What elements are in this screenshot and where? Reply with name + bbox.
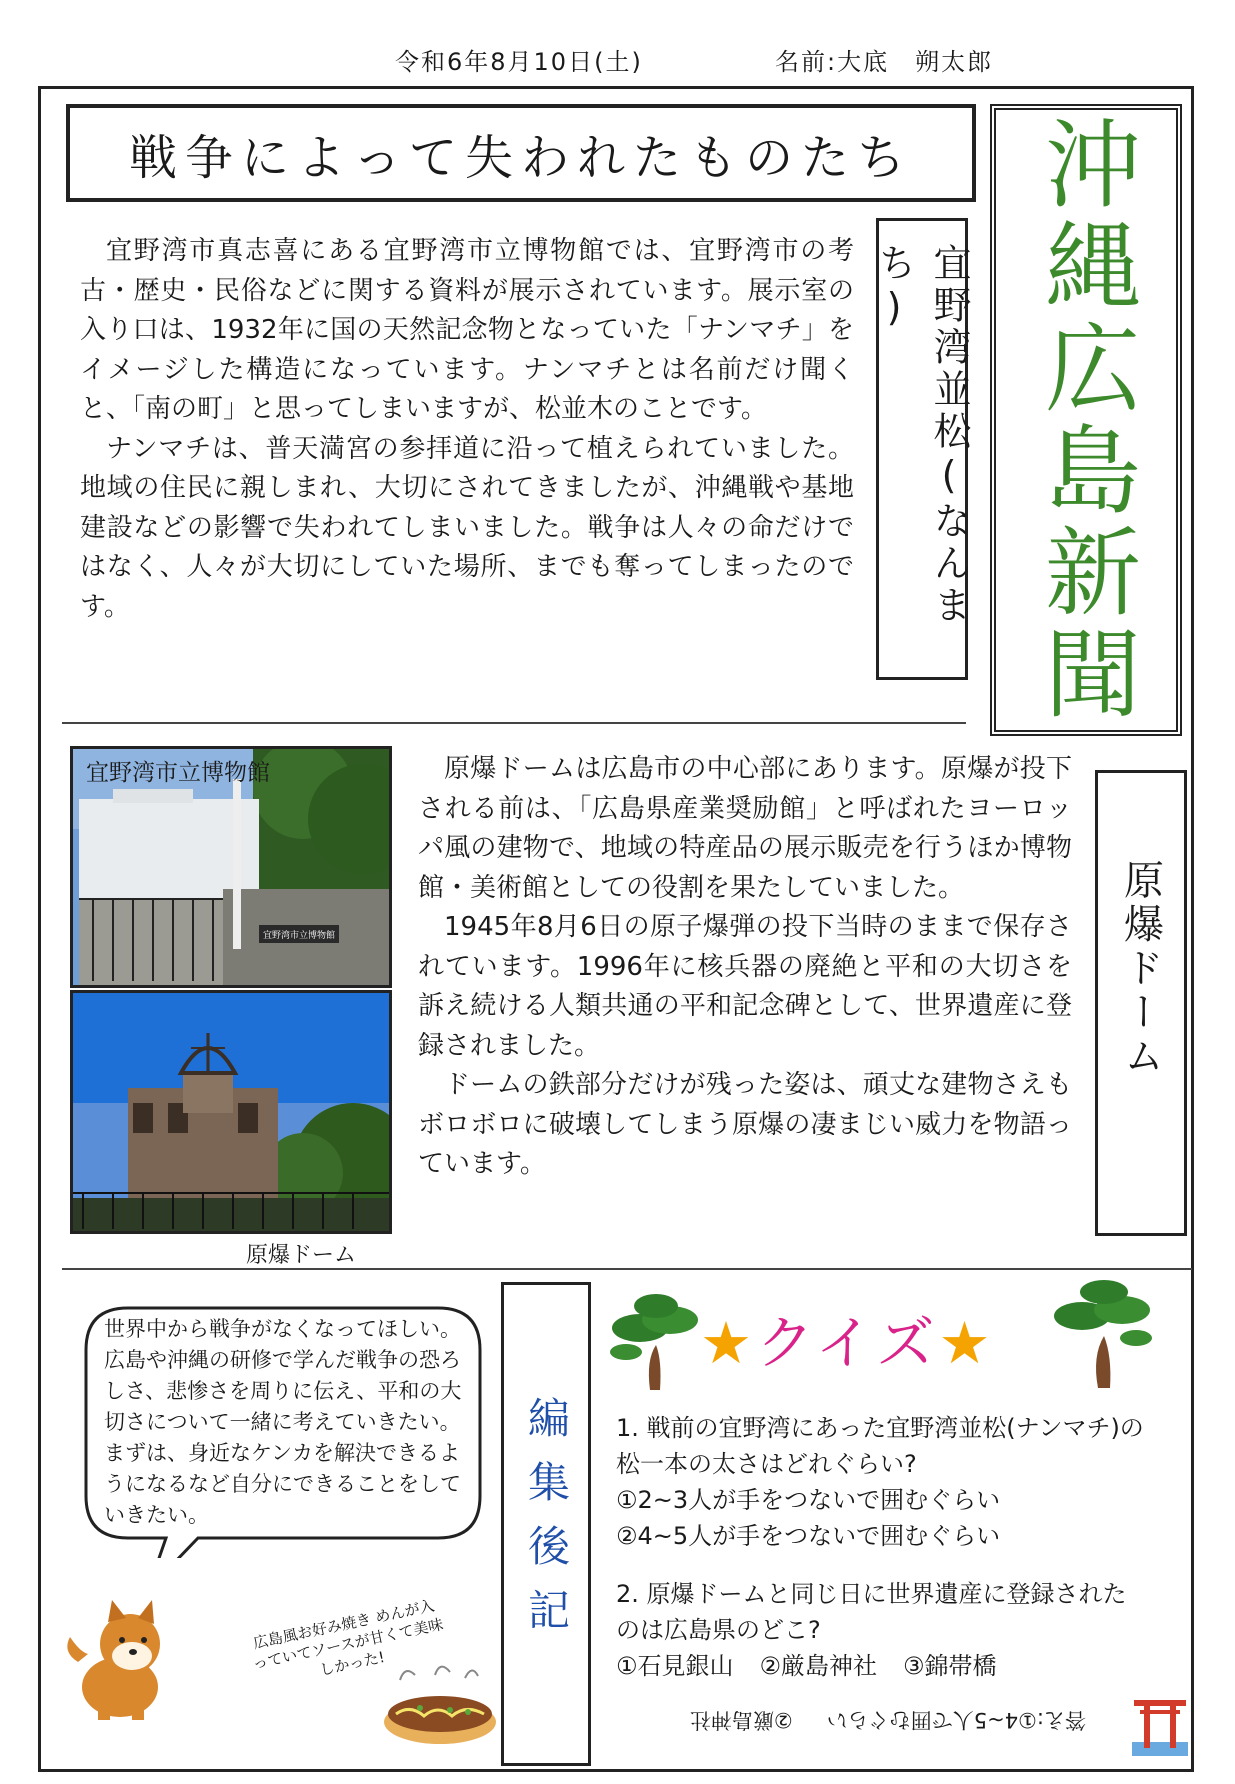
article1-paragraph: ナンマチは、普天満宮の参拝道に沿って植えられていました。地域の住民に親しまれ、大切にされてきましたが、沖縄戦や基地建設などの影響で失われてしまいました。戦争は人々の命だけではなく、人々が大切にしていた場所、までも奪ってしまったのです。 (80, 433, 854, 622)
section-divider (62, 1268, 1192, 1270)
article1-paragraph: 宜野湾市真志喜にある宜野湾市立博物館では、宜野湾市の考古・歴史・民俗などに関する資料が展示されています。展示室の入り口は、1932年に国の天然記念物となっていた「ナンマチ」をイメージした構造になっています。ナンマチとは名前だけ聞くと、「南の町」と思ってしまいますが、松並木のことです。 (80, 236, 854, 424)
article2-paragraph: 原爆ドームは広島市の中心部にあります。原爆が投下される前は、「広島県産業奨励館」と呼ばれたヨーロッパ風の建物で、地域の特産品の展示販売を行うほか博物館・美術館としての役割を果たしていました。 (418, 754, 1072, 903)
article2-paragraph: ドームの鉄部分だけが残った姿は、頑丈な建物さえもボロボロに破壊してしまう原爆の凄まじい威力を物語っています。 (418, 1070, 1072, 1179)
star-icon: ★ (938, 1309, 995, 1377)
quiz-section (616, 1410, 1148, 1684)
headline: 戦争によって失われたものたち (66, 104, 976, 202)
issue-date: 令和6年8月10日(土) (395, 48, 643, 76)
okonomiyaki-note: 広島風お好み焼き めんが入っていてソースが甘くて美味しかった! (251, 1596, 445, 1680)
okonomiyaki-icon (380, 1650, 500, 1750)
editorial-text: 世界中から戦争がなくなってほしい。広島や沖縄の研修で学んだ戦争の恐ろしさ、悲惨さを周りに伝え、平和の大切さについて一緒に考えていきたい。まずは、身近なケンカを解決できるようになるなど自分にできることをしていきたい。 (104, 1317, 462, 1527)
article1-vertical-title: 宜野湾並松(なんまち) (876, 218, 968, 680)
quiz-option: ①石見銀山 (616, 1652, 734, 1680)
quiz-question: 2. 原爆ドームと同じ日に世界遺産に登録されたのは広島県のどこ? (616, 1580, 1127, 1644)
museum-caption: 宜野湾市立博物館 (86, 760, 270, 786)
torii-gate-icon (1132, 1694, 1188, 1756)
section-divider (62, 722, 966, 724)
quiz-title-text: クイズ (756, 1309, 939, 1377)
dome-photo (70, 990, 392, 1234)
article2-vertical-title: 原爆ドーム (1095, 770, 1187, 1236)
answer-1: 答え:①4~5人で囲むぐらい (826, 1708, 1086, 1732)
quiz-option: ①2~3人が手をつないで囲むぐらい (616, 1486, 1001, 1514)
article2-paragraph: 1945年8月6日の原子爆弾の投下当時のままで保存されています。1996年に核兵器の廃絶と平和の大切さを訴え続ける人類共通の平和記念碑として、世界遺産に登録されました。 (418, 912, 1072, 1061)
masthead: 沖縄広島新聞 (990, 104, 1182, 736)
answer-2: ②厳島神社 (689, 1708, 793, 1732)
article-genbaku-dome (418, 750, 1072, 1185)
shiba-dog-icon (60, 1592, 180, 1722)
article-ginowan (80, 232, 854, 627)
quiz-option: ②4~5人が手をつないで囲むぐらい (616, 1522, 1001, 1550)
pine-tree-icon (610, 1290, 702, 1390)
pine-tree-icon (1052, 1276, 1152, 1388)
quiz-answer (626, 1706, 1086, 1736)
quiz-title (700, 1296, 995, 1380)
dome-caption: 原爆ドーム (246, 1243, 357, 1268)
quiz-option: ②厳島神社 (759, 1652, 878, 1680)
star-icon: ★ (700, 1309, 756, 1377)
header (0, 40, 1235, 80)
quiz-question: 1. 戦前の宜野湾にあった宜野湾並松(ナンマチ)の松一本の太さはどれぐらい? (616, 1414, 1144, 1478)
editorial-vertical-title: 編集後記 (501, 1282, 591, 1766)
museum-sign-text: 宜野湾市立博物館 (262, 931, 336, 941)
quiz-option: ③錦帯橋 (903, 1652, 997, 1680)
author-name: 名前:大底 朔太郎 (775, 48, 994, 76)
quiz-options-row (616, 1648, 1148, 1684)
